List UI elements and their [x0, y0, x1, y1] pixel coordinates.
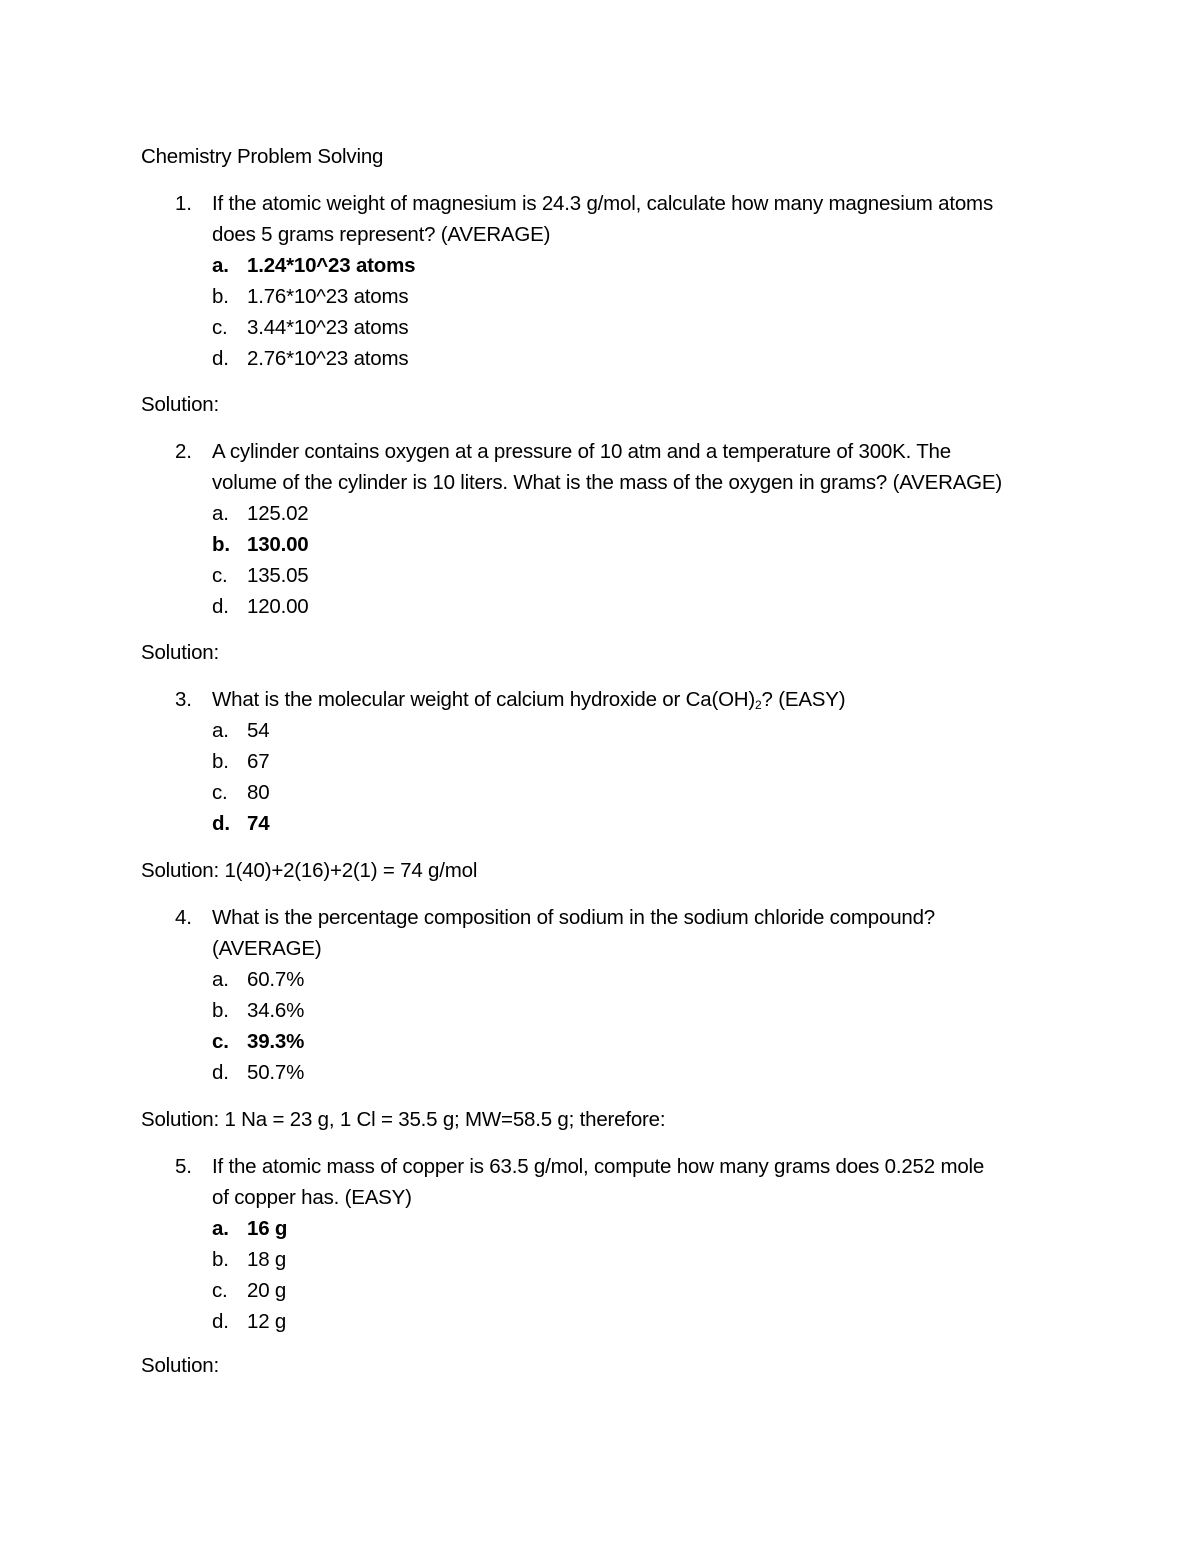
option-b: b. 67: [212, 750, 270, 773]
question-number: 2.: [175, 440, 192, 463]
question-text: A cylinder contains oxygen at a pressure of 10 atm and a temperature of 300K. The: [212, 440, 951, 463]
answer-options: [175, 1213, 1075, 1337]
question-4: [175, 902, 1075, 1088]
question-1: [175, 188, 1075, 374]
option-a: a. 1.24*10^23 atoms: [212, 254, 416, 277]
option-a: a. 125.02: [212, 502, 309, 525]
option-a: a. 54: [212, 719, 270, 742]
answer-options: [175, 498, 1075, 622]
option-b: b. 1.76*10^23 atoms: [212, 285, 409, 308]
option-d: d. 120.00: [212, 595, 309, 618]
document-title: Chemistry Problem Solving: [141, 145, 384, 168]
question-text-continued: (AVERAGE): [212, 937, 322, 960]
option-c: c. 135.05: [212, 564, 309, 587]
question-number: 4.: [175, 906, 192, 929]
option-d: d. 50.7%: [212, 1061, 305, 1084]
solution-1: Solution:: [141, 393, 219, 416]
answer-options: [175, 715, 1075, 839]
option-c: c. 80: [212, 781, 270, 804]
option-a: a. 60.7%: [212, 968, 305, 991]
solution-2: Solution:: [141, 641, 219, 664]
answer-options: [175, 250, 1075, 374]
question-text: If the atomic mass of copper is 63.5 g/mol, compute how many grams does 0.252 mole: [212, 1155, 985, 1178]
answer-options: [175, 964, 1075, 1088]
question-text: If the atomic weight of magnesium is 24.3 g/mol, calculate how many magnesium atoms: [212, 192, 993, 215]
question-number: 5.: [175, 1155, 192, 1178]
question-3: [175, 684, 1075, 839]
option-d: d. 74: [212, 812, 270, 835]
option-b: b. 130.00: [212, 533, 309, 556]
option-c: c. 3.44*10^23 atoms: [212, 316, 409, 339]
question-number: 1.: [175, 192, 192, 215]
question-5: [175, 1151, 1075, 1337]
question-2: [175, 436, 1075, 622]
option-a: a. 16 g: [212, 1217, 288, 1240]
option-b: b. 18 g: [212, 1248, 287, 1271]
option-c: c. 39.3%: [212, 1030, 305, 1053]
solution-3: Solution: 1(40)+2(16)+2(1) = 74 g/mol: [141, 859, 478, 882]
question-text-continued: volume of the cylinder is 10 liters. What is the mass of the oxygen in grams? (AVERAGE): [212, 471, 1003, 494]
option-d: d. 2.76*10^23 atoms: [212, 347, 409, 370]
solution-4: Solution: 1 Na = 23 g, 1 Cl = 35.5 g; MW=58.5 g; therefore:: [141, 1108, 666, 1131]
question-number: 3.: [175, 688, 192, 711]
option-b: b. 34.6%: [212, 999, 305, 1022]
solution-5: Solution:: [141, 1354, 219, 1377]
question-text-continued: of copper has. (EASY): [212, 1186, 412, 1209]
question-text: What is the percentage composition of sodium in the sodium chloride compound?: [212, 906, 936, 929]
subscript: 2: [755, 698, 762, 712]
question-text-continued: does 5 grams represent? (AVERAGE): [212, 223, 551, 246]
question-text: What is the molecular weight of calcium hydroxide or $Ca(OH)_2$? (EASY): [212, 688, 846, 712]
option-d: d. 12 g: [212, 1310, 287, 1333]
option-c: c. 20 g: [212, 1279, 287, 1302]
